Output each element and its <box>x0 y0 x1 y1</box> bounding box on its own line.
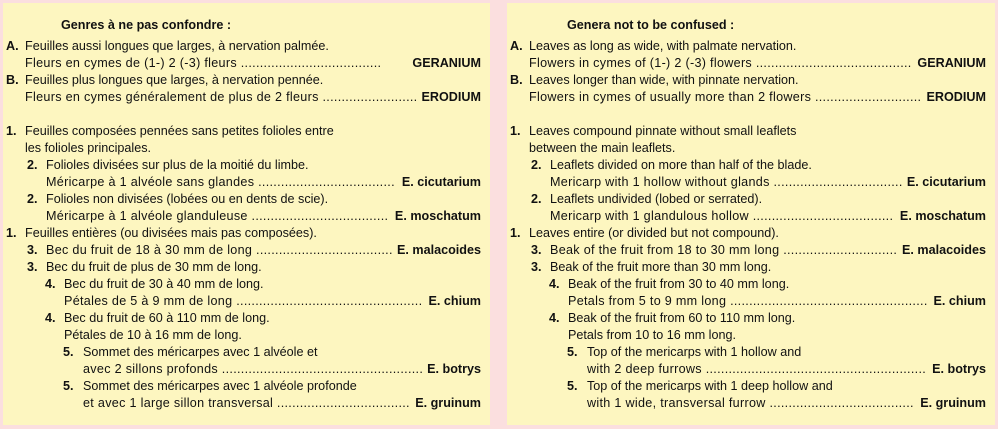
key-line <box>507 378 995 395</box>
key-line <box>507 140 995 157</box>
key-step-text: Feuilles plus longues que larges, à nervation pennée. <box>25 73 324 87</box>
key-result-taxon: E. chium <box>428 294 481 308</box>
key-result-taxon: E. gruinum <box>920 396 986 410</box>
key-step-text: Leaflets divided on more than half of the blade. <box>550 158 812 172</box>
key-line <box>507 327 995 344</box>
key-line <box>507 259 995 276</box>
key-line <box>507 89 995 106</box>
key-step-text: Bec du fruit de 18 à 30 mm de long .................................... <box>46 243 393 257</box>
key-line <box>3 123 490 140</box>
key-line <box>3 293 490 310</box>
key-step-number: B. <box>6 73 19 87</box>
key-step-number: 5. <box>63 345 74 359</box>
key-result-taxon: E. moschatum <box>899 209 986 223</box>
key-step-text: Feuilles composées pennées sans petites folioles entre <box>25 124 334 138</box>
key-step-text: Petals from 10 to 16 mm long. <box>568 328 736 342</box>
english-key-panel <box>507 3 995 425</box>
key-line <box>507 395 995 412</box>
key-step-text: Top of the mericarps with 1 deep hollow and <box>587 379 833 393</box>
key-line <box>507 55 995 72</box>
key-line <box>3 242 490 259</box>
key-step-number: 1. <box>510 124 521 138</box>
key-line <box>3 378 490 395</box>
key-step-number: 3. <box>27 243 38 257</box>
key-step-number: 5. <box>567 379 578 393</box>
key-result-taxon: E. botrys <box>427 362 481 376</box>
key-line <box>3 208 490 225</box>
key-step-text: Flowers in cymes of usually more than 2 flowers ............................ <box>529 90 922 104</box>
key-line <box>507 276 995 293</box>
key-line <box>3 327 490 344</box>
key-title: Genres à ne pas confondre : <box>61 18 232 32</box>
key-title: Genera not to be confused : <box>567 18 735 32</box>
key-line <box>3 361 490 378</box>
key-line <box>3 225 490 242</box>
key-step-text: Pétales de 10 à 16 mm de long. <box>64 328 242 342</box>
key-step-text: Fleurs en cymes généralement de plus de 2 fleurs ......................... <box>25 90 418 104</box>
key-step-text: Leaflets undivided (lobed or serrated). <box>550 192 763 206</box>
key-step-number: 4. <box>45 311 56 325</box>
key-line <box>507 191 995 208</box>
key-line <box>507 174 995 191</box>
key-step-text: Mericarp with 1 glandulous hollow ..................................... <box>550 209 894 223</box>
key-step-text: les folioles principales. <box>25 141 151 155</box>
key-step-number: A. <box>510 39 523 53</box>
key-step-text: Fleurs en cymes de (1-) 2 (-3) fleurs ..................................... <box>25 56 382 70</box>
key-result-taxon: E. cicutarium <box>401 175 481 189</box>
key-line <box>507 293 995 310</box>
key-step-text: Leaves entire (or divided but not compound). <box>529 226 779 240</box>
key-line <box>3 191 490 208</box>
key-step-text: Beak of the fruit from 60 to 110 mm long. <box>568 311 796 325</box>
key-result-taxon: E. chium <box>933 294 986 308</box>
key-step-number: 2. <box>531 158 542 172</box>
key-step-text: Mericarp with 1 hollow without glands .................................. <box>550 175 903 189</box>
key-step-text: Beak of the fruit more than 30 mm long. <box>550 260 772 274</box>
key-step-text: Leaves longer than wide, with pinnate nervation. <box>529 73 799 87</box>
key-line <box>507 72 995 89</box>
key-step-text: between the main leaflets. <box>529 141 676 155</box>
key-result-taxon: E. malacoides <box>397 243 481 257</box>
key-step-number: 4. <box>549 277 560 291</box>
key-step-number: 1. <box>6 226 17 240</box>
key-step-text: Folioles divisées sur plus de la moitié du limbe. <box>46 158 309 172</box>
key-step-number: 3. <box>531 243 542 257</box>
key-line <box>507 208 995 225</box>
key-step-text: Leaves as long as wide, with palmate nervation. <box>529 39 797 53</box>
key-line <box>3 72 490 89</box>
key-result-taxon: E. cicutarium <box>906 175 986 189</box>
key-step-text: Sommet des méricarpes avec 1 alvéole profonde <box>83 379 357 393</box>
key-step-text: Flowers in cymes of (1-) 2 (-3) flowers ......................................... <box>529 56 912 70</box>
key-step-number: B. <box>510 73 523 87</box>
key-result-taxon: GERANIUM <box>412 56 481 70</box>
key-step-text: Sommet des méricarpes avec 1 alvéole et <box>83 345 318 359</box>
key-line <box>3 174 490 191</box>
key-step-number: 2. <box>27 158 38 172</box>
key-step-number: 2. <box>27 192 38 206</box>
key-step-text: Top of the mericarps with 1 hollow and <box>587 345 802 359</box>
key-result-taxon: E. botrys <box>932 362 986 376</box>
key-step-number: 4. <box>549 311 560 325</box>
key-step-number: 1. <box>6 124 17 138</box>
key-step-text: Beak of the fruit from 18 to 30 mm long .............................. <box>550 243 898 257</box>
key-step-text: et avec 1 large sillon transversal ................................... <box>83 396 410 410</box>
key-step-text: Petals from 5 to 9 mm long .................................................... <box>568 294 928 308</box>
key-line <box>507 344 995 361</box>
key-line <box>3 259 490 276</box>
key-line <box>3 310 490 327</box>
key-step-number: 4. <box>45 277 56 291</box>
key-step-text: avec 2 sillons profonds ..................................................... <box>83 362 424 376</box>
key-line <box>507 310 995 327</box>
key-step-number: 1. <box>510 226 521 240</box>
key-line <box>507 38 995 55</box>
key-step-number: 5. <box>567 345 578 359</box>
key-line <box>3 344 490 361</box>
key-step-text: Bec du fruit de 30 à 40 mm de long. <box>64 277 264 291</box>
key-line <box>3 89 490 106</box>
key-result-taxon: ERODIUM <box>926 90 986 104</box>
key-line <box>507 123 995 140</box>
key-step-text: Pétales de 5 à 9 mm de long ................................................. <box>64 294 423 308</box>
key-step-text: Feuilles aussi longues que larges, à nervation palmée. <box>25 39 329 53</box>
key-step-text: Feuilles entières (ou divisées mais pas composées). <box>25 226 317 240</box>
key-step-text: Beak of the fruit from 30 to 40 mm long. <box>568 277 790 291</box>
key-line <box>507 225 995 242</box>
key-step-text: with 1 wide, transversal furrow ...................................... <box>587 396 914 410</box>
key-step-number: 3. <box>27 260 38 274</box>
key-line <box>507 361 995 378</box>
key-step-text: with 2 deep furrows .......................................................... <box>587 362 927 376</box>
key-result-taxon: GERANIUM <box>917 56 986 70</box>
key-step-text: Leaves compound pinnate without small leaflets <box>529 124 797 138</box>
key-line <box>3 38 490 55</box>
key-step-number: 3. <box>531 260 542 274</box>
key-step-text: Méricarpe à 1 alvéole sans glandes .................................... <box>46 175 395 189</box>
key-line <box>507 242 995 259</box>
key-line <box>3 395 490 412</box>
key-line <box>3 276 490 293</box>
key-result-taxon: E. malacoides <box>902 243 986 257</box>
key-result-taxon: E. moschatum <box>394 209 481 223</box>
key-step-number: A. <box>6 39 19 53</box>
key-step-text: Bec du fruit de 60 à 110 mm de long. <box>64 311 270 325</box>
french-key-panel <box>3 3 490 425</box>
key-line <box>3 140 490 157</box>
key-step-text: Folioles non divisées (lobées ou en dents de scie). <box>46 192 329 206</box>
key-step-number: 5. <box>63 379 74 393</box>
key-line <box>3 55 490 72</box>
key-line <box>3 157 490 174</box>
key-result-taxon: E. gruinum <box>415 396 481 410</box>
key-result-taxon: ERODIUM <box>421 90 481 104</box>
key-step-text: Bec du fruit de plus de 30 mm de long. <box>46 260 262 274</box>
key-line <box>507 157 995 174</box>
key-step-text: Méricarpe à 1 alvéole glanduleuse .................................... <box>46 209 389 223</box>
key-step-number: 2. <box>531 192 542 206</box>
